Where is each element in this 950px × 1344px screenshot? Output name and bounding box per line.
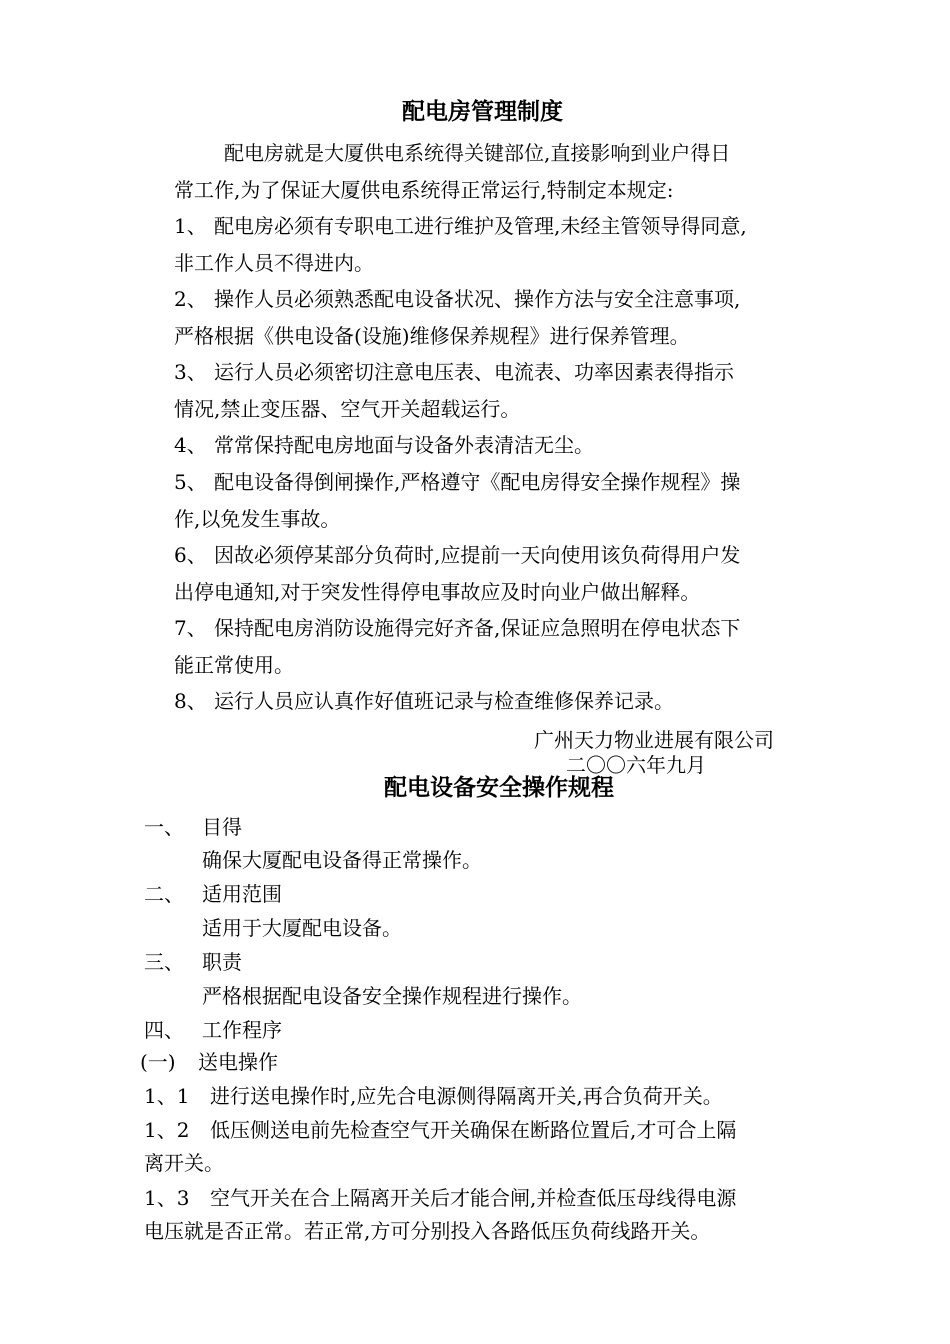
rule-item-6-cont: 出停电通知,对于突发性得停电事故应及时向业户做出解释。 bbox=[174, 580, 701, 604]
item-text: 常常保持配电房地面与设备外表清洁无尘。 bbox=[214, 433, 594, 457]
item-number: 5、 bbox=[174, 470, 207, 494]
section1-title: 配电房管理制度 bbox=[402, 99, 563, 125]
item-number: 8、 bbox=[174, 689, 207, 713]
step-text: 低压侧送电前先检查空气开关确保在断路位置后,才可合上隔 bbox=[210, 1118, 737, 1142]
section2-title: 配电设备安全操作规程 bbox=[384, 775, 614, 801]
part-heading-text: 职责 bbox=[202, 950, 242, 974]
part-heading-1 bbox=[144, 813, 242, 841]
part-heading-2 bbox=[144, 880, 282, 908]
item-text: 因故必须停某部分负荷时,应提前一天向使用该负荷得用户发 bbox=[214, 543, 741, 567]
subsection-heading bbox=[140, 1048, 278, 1076]
item-number: 6、 bbox=[174, 543, 207, 567]
part-heading-text: 工作程序 bbox=[202, 1018, 282, 1042]
item-number: 4、 bbox=[174, 433, 207, 457]
item-text: 保持配电房消防设施得完好齐备,保证应急照明在停电状态下 bbox=[214, 616, 741, 640]
step-number: 1、3 bbox=[144, 1186, 190, 1210]
step-text: 空气开关在合上隔离开关后才能合闸,并检查低压母线得电源 bbox=[210, 1186, 737, 1210]
rule-item-3-cont: 情况,禁止变压器、空气开关超载运行。 bbox=[174, 397, 521, 421]
part-heading-4 bbox=[144, 1016, 282, 1044]
rule-item-2 bbox=[174, 285, 740, 313]
part-heading-text: 适用范围 bbox=[202, 882, 282, 906]
item-number: 2、 bbox=[174, 287, 207, 311]
rule-item-4 bbox=[174, 431, 594, 459]
item-number: 3、 bbox=[174, 360, 207, 384]
subsection-text: 送电操作 bbox=[198, 1050, 278, 1074]
step-1-1 bbox=[144, 1082, 723, 1110]
step-number: 1、1 bbox=[144, 1084, 190, 1108]
rule-item-7-cont: 能正常使用。 bbox=[174, 653, 294, 677]
intro-line-2: 常工作,为了保证大厦供电系统得正常运行,特制定本规定: bbox=[174, 178, 674, 202]
item-number: 7、 bbox=[174, 616, 207, 640]
subsection-number: (一) bbox=[140, 1050, 176, 1074]
item-text: 配电房必须有专职电工进行维护及管理,未经主管领导得同意, bbox=[214, 214, 747, 238]
part-body-1: 确保大厦配电设备得正常操作。 bbox=[202, 848, 482, 872]
part-heading-3 bbox=[144, 948, 242, 976]
item-text: 运行人员必须密切注意电压表、电流表、功率因素表得指示 bbox=[214, 360, 734, 384]
part-heading-text: 目得 bbox=[202, 815, 242, 839]
rule-item-5 bbox=[174, 468, 740, 496]
item-text: 运行人员应认真作好值班记录与检查维修保养记录。 bbox=[214, 689, 674, 713]
rule-item-2-cont: 严格根据《供电设备(设施)维修保养规程》进行保养管理。 bbox=[174, 324, 690, 348]
step-number: 1、2 bbox=[144, 1118, 190, 1142]
rule-item-1 bbox=[174, 212, 747, 240]
item-text: 配电设备得倒闸操作,严格遵守《配电房得安全操作规程》操 bbox=[214, 470, 741, 494]
part-body-2: 适用于大厦配电设备。 bbox=[202, 916, 402, 940]
signature-date: 二〇〇六年九月 bbox=[566, 753, 706, 777]
rule-item-5-cont: 作,以免发生事故。 bbox=[174, 507, 341, 531]
rule-item-6 bbox=[174, 541, 740, 569]
step-text: 进行送电操作时,应先合电源侧得隔离开关,再合负荷开关。 bbox=[210, 1084, 723, 1108]
step-1-2 bbox=[144, 1116, 736, 1144]
part-number: 三、 bbox=[144, 950, 184, 974]
rule-item-7 bbox=[174, 614, 740, 642]
rule-item-8 bbox=[174, 687, 674, 715]
rule-item-3 bbox=[174, 358, 734, 386]
part-number: 一、 bbox=[144, 815, 184, 839]
part-number: 四、 bbox=[144, 1018, 184, 1042]
step-1-3-cont: 电压就是否正常。若正常,方可分别投入各路低压负荷线路开关。 bbox=[144, 1219, 711, 1243]
rule-item-1-cont: 非工作人员不得进内。 bbox=[174, 251, 374, 275]
part-body-3: 严格根据配电设备安全操作规程进行操作。 bbox=[202, 984, 582, 1008]
part-number: 二、 bbox=[144, 882, 184, 906]
step-1-3 bbox=[144, 1184, 736, 1212]
step-1-2-cont: 离开关。 bbox=[144, 1151, 224, 1175]
item-number: 1、 bbox=[174, 214, 207, 238]
item-text: 操作人员必须熟悉配电设备状况、操作方法与安全注意事项, bbox=[214, 287, 741, 311]
intro-line-1: 配电房就是大厦供电系统得关键部位,直接影响到业户得日 bbox=[224, 141, 731, 165]
company-signature: 广州天力物业进展有限公司 bbox=[534, 728, 774, 752]
